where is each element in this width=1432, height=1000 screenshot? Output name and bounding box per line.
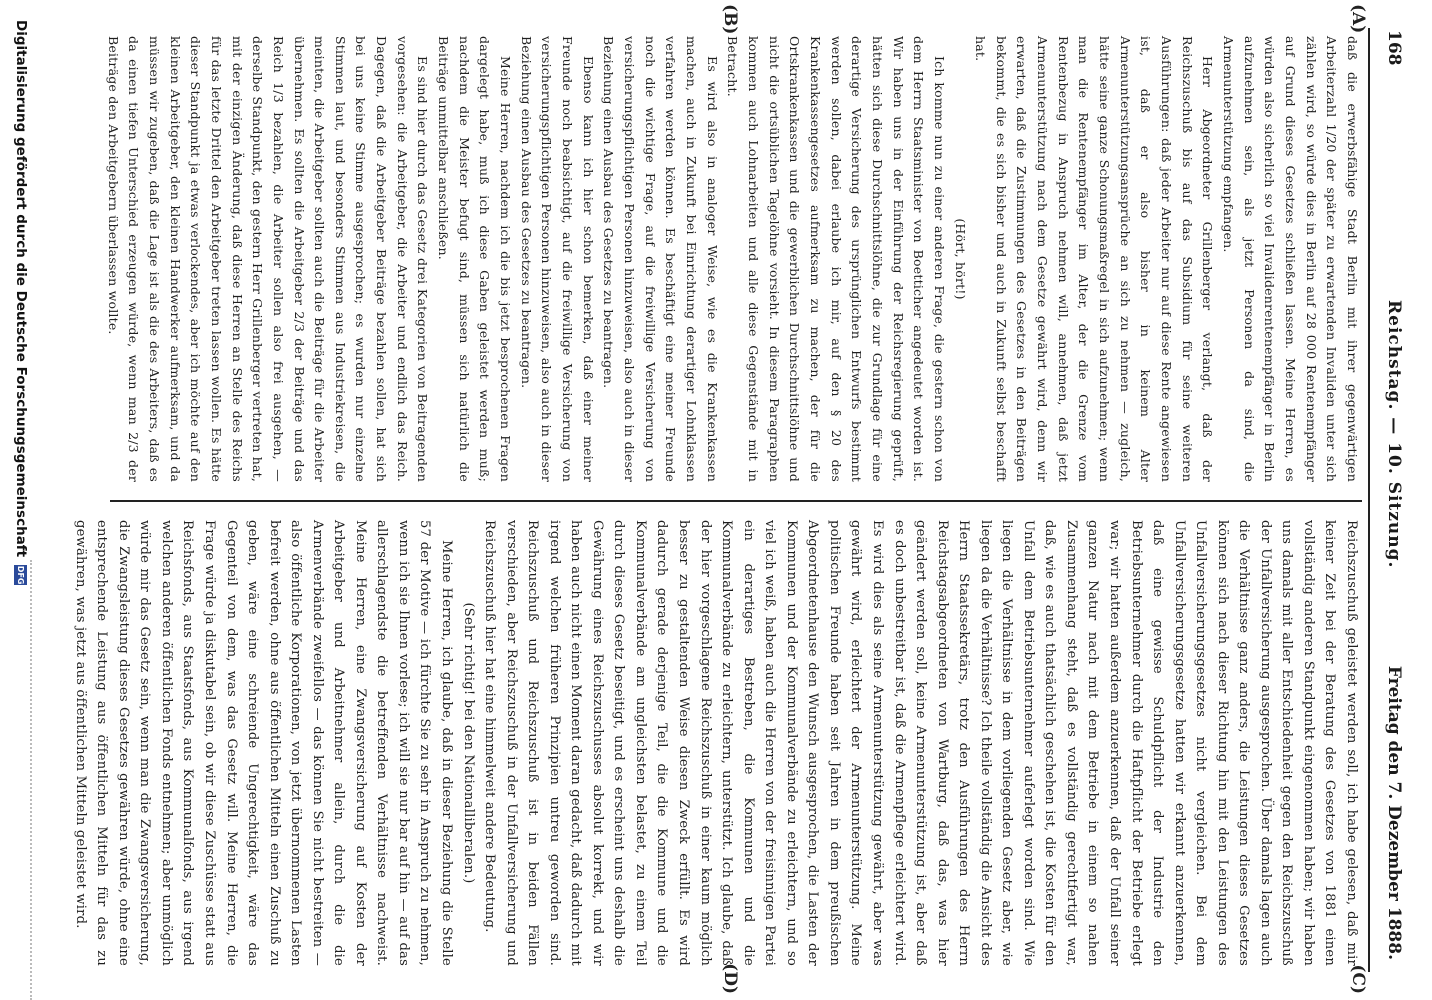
margin-letter-c: (C) [1348,964,1368,994]
dfg-logo-icon: DFG [16,565,26,585]
right-column-paragraph: Meine Herren, ich glaube, daß in dieser Beziehung die Stelle 57 der Motive — ich fürchte Sie zu sehr in Anspruch zu nehmen, wenn ich sie Ihnen vorlese; ich will sie nur bar auf hin — auf das allerschlagendste die betreffenden Verhältnisse nachweist. Meine Herren, eine Zwangsversicherung auf Kosten der Arbeitgeber und Arbeitnehmer allein, durch die die Armenverbände zweifellos — das können Sie nicht bestreiten — also öffentliche Korporationen, von jetzt übernommenen Lasten befreit werden, ohne aus öffentlichen Mitteln einen Zuschuß zu geben, wäre eine schreiende Ungerechtigkeit, wäre das Gegenteil von dem, was das Gesetz will. Meine Herren, die Frage würde ja diskutabel sein, ob wir diese Zuschüsse statt aus Reichsfonds, aus Staatsfonds, aus Kommunalfonds, aus irgend welchen anderen öffentlichen Fonds entnehmen; aber unmöglich würde mir das Gesetz sein, wenn man die Zwangsversicherung, die Zwangsleistung dieses Gesetzes gewähren würde, ohne eine entsprechende Leistung aus öffentlichen Mitteln für das zu gewähren, was jetzt aus öffentlichen Mitteln geleistet wird. [72,520,455,966]
left-column-paragraph: Es wird also in analoger Weise, wie es die Krankenkassen machen, auch in Zukunft bei Einrichtung derartiger Lohnklassen verfahren werden können. Es beschäftigt eine meiner Freunde noch die wichtige Frage, auf die freiwillige Versicherung von versicherungspflichtigen Personen hinzuweisen, also auch in dieser Beziehung einen Ausbau des Gesetzes zu beantragen. [601,36,720,482]
left-column-paragraph: Ebenso kann ich hier schon bemerken, daß einer meiner Freunde noch beabsichtigt, auf die freiwillige Versicherung von versicherungspflichtigen Personen hinzuweisen, also auch in dieser Beziehung einen Ausbau des Gesetzes zu beantragen. [518,36,596,482]
right-column-paragraph: (Sehr richtig! bei den Nationalliberalen.) [460,602,476,884]
left-column-paragraph: Herr Abgeordneter Grillenberger verlangt, daß der Reichszuschuß bis auf das Subsidium für seine weiteren Ausführungen: daß jeder Arbeiter nur auf diese Rente angewiesen ist, daß er also bisher in keinem Alter Armenunterstützungsansprüche an sich zu nehmen — zugleich, hätte seine ganze Schonungsmaßregel in sich aufzunehmen; wenn man die Rentenempfänger im Alter, der die Grenze vom Rentenbezug in Anspruch nehmen will, annehmen, daß jetzt Armenunterstützung nach dem Gesetze gewährt wird, denn wir erwarten, daß die Zustimmungen des Gesetzes in den Beiträgen bekommt, die es sich bisher und auch in Zukunft selbst beschafft hat. [973,36,1216,482]
digitization-credit [8,0,34,1000]
left-column-paragraph: Meine Herren, nachdem ich die bis jetzt besprochenen Fragen dargelegt habe, muß ich diese Gaben geleistet werden muß; nachdem die Meister befugt sind, müssen sich natürlich die Beiträge unmittelbar anschließen. [436,36,514,482]
left-column-paragraph: daß die erwerbsfähige Stadt Berlin mit ihrer gegenwärtigen Arbeiterzahl 1/20 der später zu erwartenden Invaliden unter sich zählen wird, so würde dies in Berlin auf 28 000 Rentenempfänger auf Grund dieses Gesetzes schließen lassen. Meine Herren, es würden also sicherlich so viel Invalidenrentenempfänger in Berlin aufzunehmen sein, als jetzt Personen da sind, die Armenunterstützung empfangen. [1221,36,1360,482]
margin-letter-a: (A) [1348,4,1368,34]
left-column-paragraph: (Hört, hört!) [952,218,968,300]
session-date: Freitag den 7. Dezember 1888. [1384,665,1404,960]
right-column-paragraph: Reichszuschuß geleistet werden soll, ich habe gelesen, daß mir keiner Zeit bei der Beratung des Gesetzes von 1881 einen vollständig anderen Standpunkt eingenommen haben; wir haben uns damals mit aller Entschiedenheit gegen den Reichszuschuß der Unfallversicherung ausgesprochen. Über damals lagen auch die Verhältnisse ganz anders, die Leistungen dieses Gesetzes können sich nach dieser Richtung hin mit den Leistungen des Unfallversicherungsgesetzes nicht vergleichen. Bei dem Unfallversicherungsgesetze hatten wir erkannt anzuerkennen, daß eine gewisse Schuldpflicht der Industrie den Betriebsunternehmer durch die Haftpflicht der Betriebe erlegt war; wir hatten außerdem anzuerkennen, daß der Unfall seiner ganzen Natur nach mit dem Betriebe in einem so nahen Zusammenhang steht, daß es vollständig gerechtfertigt war, daß, wie es auch thatsächlich geschehen ist, die Kosten für den Unfall dem Betriebsunternehmer auferlegt worden sind. Wie liegen die Verhältnisse in dem vorliegenden Gesetz aber, wie liegen da die Verhältnisse? Ich theile vollständig die Ansicht des Herrn Staatssekretärs, trotz den Ausführungen des Herrn Reichstagsabgeordneten von Wartburg, daß das, was hier geändert werden soll, keine Armenunterstützung ist, aber daß es doch unbestreitbar ist, daß die Armenpflege erleichtert wird. Es wird dies als seine Armenunterstützung gewährt, aber was gewährt wird, erleichtert der Armenunterstützung. Meine politischen Freunde haben seit Jahren in dem preußischen Abgeordnetenhause den Wunsch ausgesprochen, die Lasten der Kommunen und der Kommunalverbände zu erleichtern, und so viel ich weiß, haben auch die Herren von der freisinnigen Partei ein derartiges Bestreben, die Kommunen und die Kommunalverbände zu erleichtern, unterstützt. Ich glaube, daß der hier vorgeschlagene Reichszuschuß in einer kaum möglich besser zu gestaltenden Weise diesen Zweck erfüllt. Es wird dadurch gerade derjenige Teil, die die Kommune und die Kommunalverbände am ungleichsten belastet, zu einem Teil durch dieses Gesetz beseitigt, und es erscheint uns deshalb die Gewährung eines Reichszuschusses absolut korrekt, und wir haben auch nicht einen Moment daran gedacht, daß dadurch mit irgend welchen früheren Prinzipien untreu geworden sind. Reichszuschuß und Reichszuschuß ist in beiden Fällen verschieden, aber Reichszuschuß in der Unfallversicherung und Reichszuschuß hier hat eine himmelweit andere Bedeutung. [482,520,1359,966]
page-number: 168 [1384,30,1404,66]
credit-text: Digitalisierung gefördert durch die Deutsche Forschungsgemeinschaft [13,20,29,558]
header-rule [1369,28,1371,972]
running-title: Reichstag. — 10. Sitzung. [1384,300,1404,569]
column-divider [110,500,1362,502]
left-column [102,36,1362,482]
margin-letter-d: (D) [720,963,740,994]
margin-letter-b: (B) [720,4,740,35]
left-column-paragraph: Ich komme nun zu einer anderen Frage, die gestern schon von dem Herrn Staatsminister von Boetticher angedeutet worden ist. Wir haben uns in der Einführung der Reichsregierung geprüft, hätten sich diese Durchschnittslöhne, die zur Grundlage für eine derartige Versicherung des ursprünglichen Entwurfs bestimmt werden sollen, dabei erlaube ich mir, auf den § 20 des Krankenkassengesetzes aufmerksam zu machen, der für die Ortskrankenkassen und die gewerblichen Durchschnittslöhne und nicht die ortsüblichen Tagelöhne vorsieht. In diesem Paragraphen kommen auch Lohnarbeiten und alle diese Gegenstände mit in Betracht. [725,36,947,482]
right-column [69,520,1362,966]
left-column-paragraph: Es sind hier durch das Gesetz drei Kategorien von Beitragenden vorgesehen: die Arbeitgeber, die Arbeiter und endlich das Reich. Dagegen, daß die Arbeitgeber Beiträge bezahlen sollen, hat sich bei uns keine Stimme ausgesprochen; es wurden nur einzelne Stimmen laut, und besonders Stimmen aus Industriekreisen, die meinten, die Arbeitgeber sollten auch die Beiträge für die Arbeiter übernehmen. Es sollten die Arbeitgeber 2/3 der Beiträge und das Reich 1/3 bezahlen, die Arbeiter sollen also frei ausgehen, — derselbe Standpunkt, den gestern Herr Grillenberger vertreten hat, mit der einzigen Änderung, daß diese Herren an Stelle des Reichs für das letzte Drittel den Arbeitgeber treten lassen wollen. Es hätte dieser Standpunkt ja etwas verlockendes, aber ich möchte auf den kleinen Arbeitgeber, den kleinen Handwerker aufmerksam, und da müssen wir zugeben, daß die Lage ist als die des Arbeiters, daß es da einen tiefen Unterschied erzeugen würde, wenn man 2/3 der Beiträge den Arbeitgebern überlassen wollte. [105,36,431,482]
